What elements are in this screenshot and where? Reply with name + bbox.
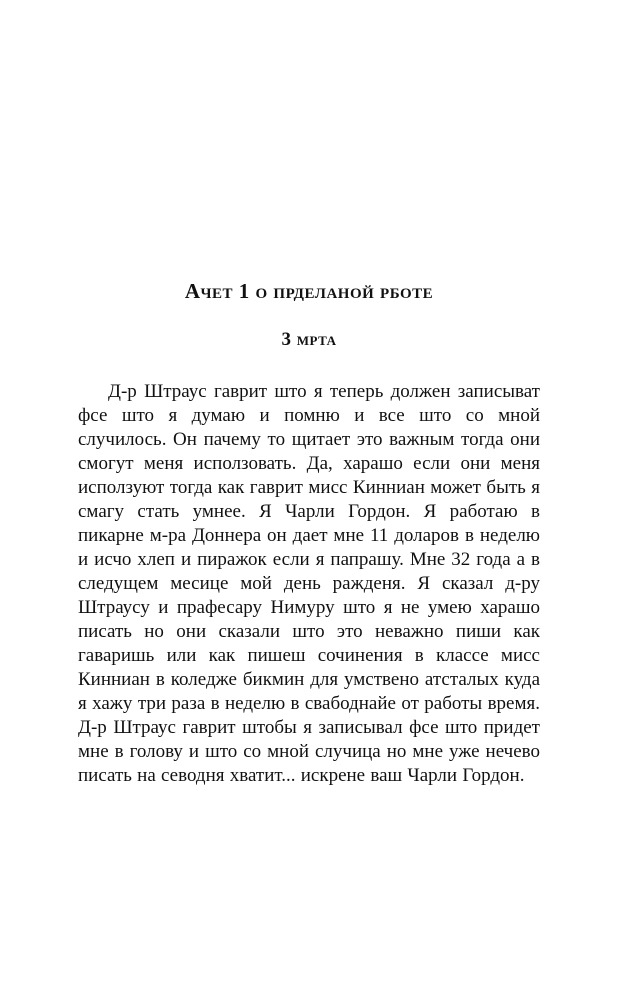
page-text-block [78,278,540,788]
body-paragraph: Д-р Штраус гаврит што я теперь должен записыват фсе што я думаю и помню и все што со мной случилось. Он пачему то щитает это важным тогда они смогут меня исползовать. Да, харашо если они меня исползуют тогда как гаврит мисс Кинниан может быть я смагу стать умнее. Я Чарли Гордон. Я работаю в пикарне м-ра Доннера он дает мне 11 доларов в неделю и исчо хлеп и пиражок если я папрашу. Мне 32 года а в следущем месице мой день ражденя. Я сказал д-ру Штраусу и прафесару Нимуру што я не умею харашо писать но они сказали што это неважно пиши как гаваришь или как пишеш сочинения в классе мисс Кинниан в коледже бикмин для умствено атсталых куда я хажу три раза в неделю в свабоднайе от работы время. Д-р Штраус гаврит штобы я записывал фсе што придет мне в голову и што со мной случица но мне уже нечево писать на севодня хватит... искрене ваш Чарли Гордон. [78,381,540,786]
chapter-heading: Ачет 1 о прделаной рботе [184,279,434,303]
entry-date: 3 мрта [281,329,337,350]
